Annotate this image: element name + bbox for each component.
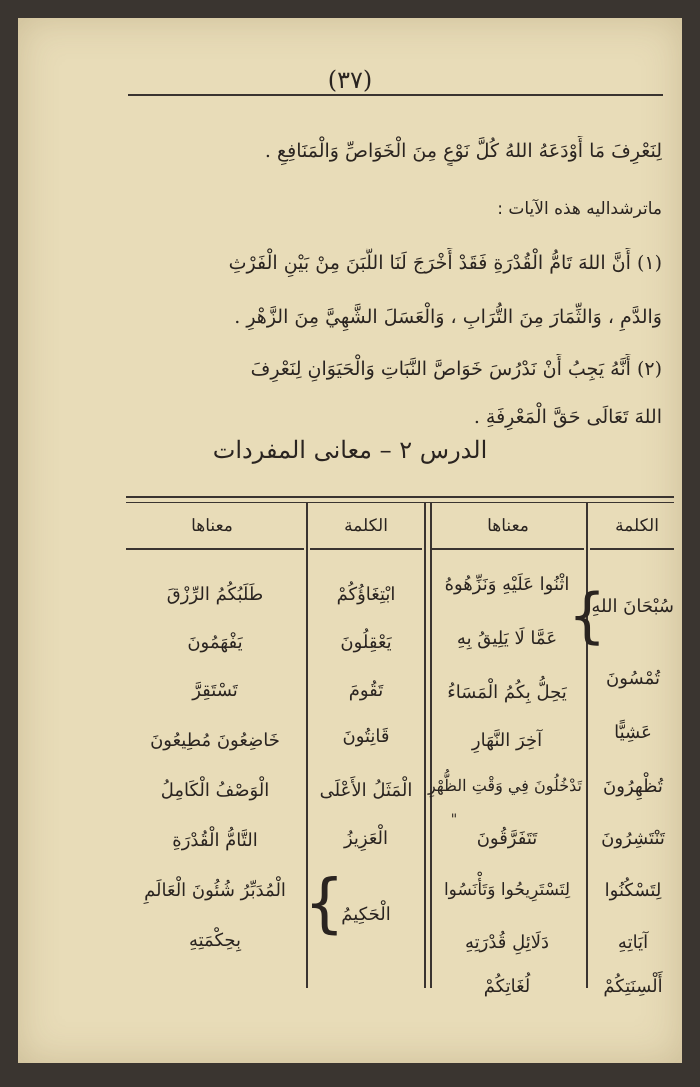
meaning-4: آخِرَ النَّهَارِ [471, 730, 543, 751]
word-tuzhirun: تُظْهِرُونَ [603, 776, 663, 797]
point-one-line-2: وَالدَّمِ ، وَالثِّمَارَ مِنَ التُّرَابِ ، وَالْعَسَلَ الشَّهِيَّ مِنَ الزَّهْرِ . [234, 306, 662, 328]
header-underline-4 [126, 548, 304, 550]
point-one-line-1: (١) أَنَّ اللهَ تَامُّ الْقُدْرَةِ فَقَدْ أَخْرَجَ لَنَا اللَّبَنَ مِنْ بَيْنِ الْفَرْثِ [228, 252, 662, 274]
column-divider-right [586, 502, 588, 988]
meaning-6: تَتَفَرَّقُونَ [476, 828, 538, 849]
header-word-right: الكلمة [615, 516, 659, 536]
left-meaning-3: تَسْتَقِرَّ [192, 680, 238, 701]
word-taqum: تَقُومَ [348, 680, 384, 701]
left-meaning-2: يَفْهَمُونَ [187, 632, 243, 653]
word-alsinatikum: أَلْسِنَتِكُمْ [603, 976, 663, 997]
header-underline-1 [590, 548, 674, 550]
word-alhakim: الْحَكِيمُ [341, 904, 391, 925]
word-ayatihi: آيَاتِهِ [617, 932, 649, 953]
left-meaning-4: خَاضِعُونَ مُطِيعُونَ [150, 730, 280, 751]
header-meaning-right: معناها [487, 516, 529, 536]
left-meaning-1: طَلَبُكُمُ الرِّزْقَ [166, 584, 264, 605]
page-number: (٣٧) [327, 66, 373, 94]
brace-right: } [568, 581, 607, 651]
left-meaning-6: التَّامُّ الْقُدْرَةِ [172, 830, 258, 851]
left-meaning-8: بِحِكْمَتِهِ [188, 930, 242, 951]
book-page [18, 18, 682, 1063]
word-subhan: سُبْحَانَ اللهِ [591, 596, 674, 617]
header-underline-2 [432, 548, 584, 550]
ditto-mark: " [450, 812, 458, 828]
left-meaning-5: الْوَصْفُ الْكَامِلُ [160, 780, 270, 801]
column-divider-center [424, 502, 426, 988]
word-tumsun: تُمْسُونَ [606, 668, 660, 689]
intro-heading: ماترشداليه هذه الآيات : [497, 199, 662, 219]
meaning-7: لِتَسْتَرِيحُوا وَتَأْنَسُوا [443, 880, 571, 900]
word-ibtighaukum: ابْتِغَاؤُكُمْ [336, 584, 396, 605]
left-meaning-7: الْمُدَبِّرُ شُئُونَ الْعَالَمِ [144, 880, 286, 901]
table-top-rule [126, 496, 674, 498]
meaning-3: يَحِلُّ بِكُمُ الْمَسَاءُ [447, 682, 567, 703]
meaning-8: دَلَائِلِ قُدْرَتِهِ [464, 932, 550, 953]
lesson-title: الدرس ٢ – معانى المفردات [212, 436, 488, 464]
word-almathal: الْمَثَلُ الأَعْلَى [319, 780, 413, 801]
header-rule [128, 94, 663, 96]
header-meaning-left: معناها [191, 516, 233, 536]
word-qanitun: قَانِتُونَ [342, 726, 390, 747]
meaning-9: لُغَاتِكُمْ [483, 976, 531, 997]
header-underline-3 [310, 548, 422, 550]
brace-left: } [304, 867, 345, 941]
word-alaziz: الْعَزِيزُ [343, 828, 389, 849]
table-top-rule-thin [126, 502, 674, 503]
meaning-1: اثْنُوا عَلَيْهِ وَنَزِّهُوهُ [444, 574, 570, 595]
word-litaskunu: لِتَسْكُنُوا [604, 880, 662, 901]
point-two-line-2: اللهَ تَعَالَى حَقَّ الْمَعْرِفَةِ . [473, 406, 662, 428]
header-word-left: الكلمة [344, 516, 388, 536]
meaning-5: تَدْخُلُونَ فِي وَقْتِ الظُّهْرِ [427, 776, 582, 795]
word-ashiyya: عَشِيًّا [614, 722, 652, 743]
intro-line-1: لِنَعْرِفَ مَا أَوْدَعَهُ اللهُ كُلَّ نَوْعٍ مِنَ الْخَوَاصِّ وَالْمَنَافِعِ . [264, 140, 662, 162]
meaning-2: عَمَّا لَا يَلِيقُ بِهِ [456, 628, 558, 649]
word-tantashirun: تَنْتَشِرُونَ [601, 828, 665, 849]
point-two-line-1: (٢) أَنَّهُ يَجِبُ أَنْ نَدْرُسَ خَوَاصَّ النَّبَاتِ وَالْحَيَوَانِ لِنَعْرِفَ [250, 358, 662, 380]
word-yaqilun: يَعْقِلُونَ [340, 632, 392, 653]
